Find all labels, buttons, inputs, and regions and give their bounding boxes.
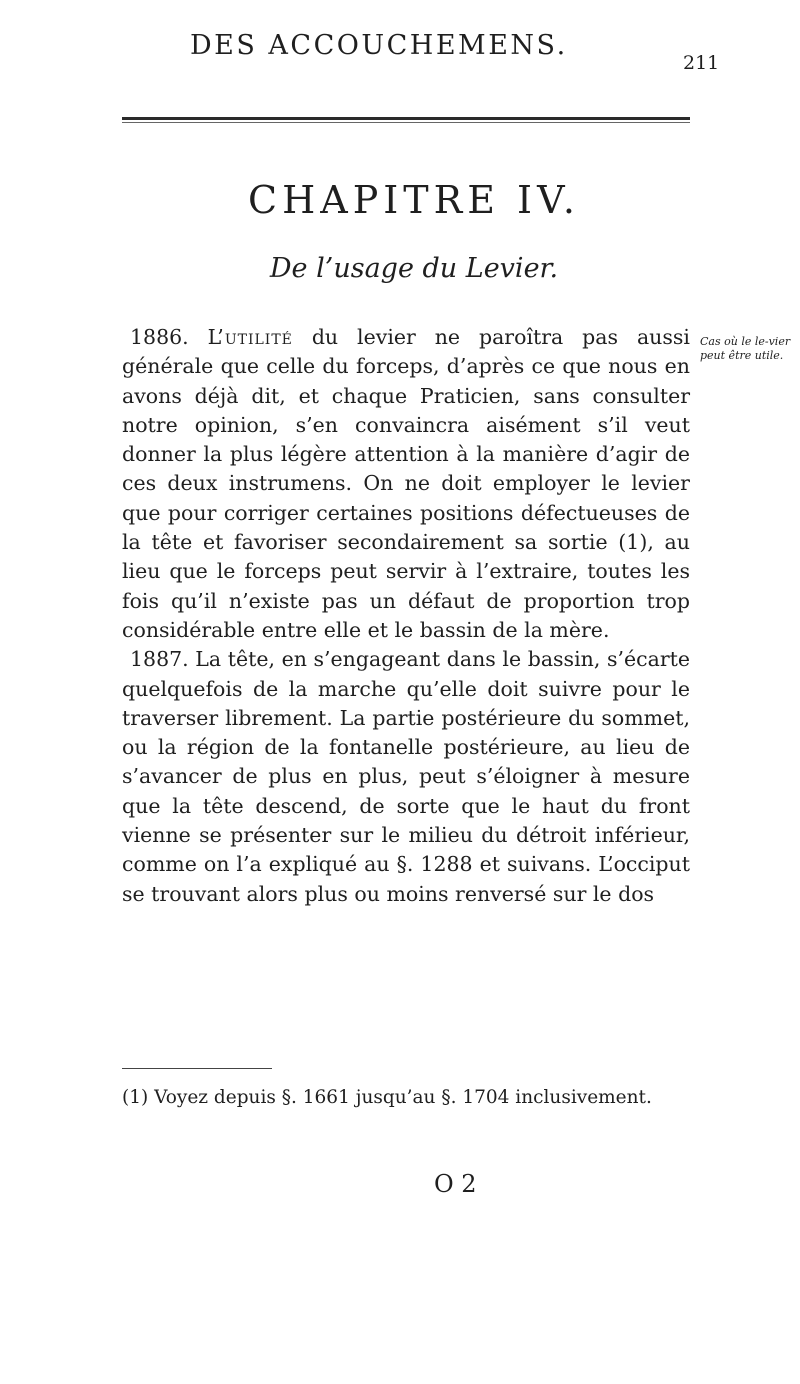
paragraph-1886 xyxy=(122,323,690,645)
paragraph-text: du levier ne paroîtra pas aussi générale que celle du forceps, d’après ce que nous en avons déjà dit, et chaque Praticien, sans consulter notre opinion, s’en convaincra aisément s’il veut donner la plus légère attention à la manière d’agir de ces deux instrumens. On ne doit employer le levier que pour corriger certaines positions défectueuses de la tête et favoriser secondairement sa sortie (1), au lieu que le forceps peut servir à l’extraire, toutes les fois qu’il n’existe pas un défaut de proportion trop considérable entre elle et le bassin de la mère. xyxy=(122,325,690,642)
footnote: (1) Voyez depuis §. 1661 jusqu’au §. 1704 inclusivement. xyxy=(122,1087,652,1108)
paragraph-number: 1887. xyxy=(130,647,189,672)
footnote-rule xyxy=(122,1068,272,1069)
running-head: DES ACCOUCHEMENS. xyxy=(190,30,568,61)
header-rule-thin xyxy=(122,122,690,123)
signature-mark: O 2 xyxy=(434,1170,477,1198)
paragraph-number: 1886. xyxy=(130,325,189,349)
body-text xyxy=(122,323,690,909)
lead-word: L’utilité xyxy=(207,325,293,349)
paragraph-1887 xyxy=(122,645,690,909)
header-rule xyxy=(122,117,690,120)
chapter-title: CHAPITRE IV. xyxy=(248,178,580,222)
margin-note: Cas où le le-vier peut être utile. xyxy=(700,335,791,362)
page-number: 211 xyxy=(683,52,720,74)
chapter-subtitle: De l’usage du Levier. xyxy=(269,253,559,284)
paragraph-text: La tête, en s’engageant dans le bassin, s’écarte quelquefois de la marche qu’elle doit suivre pour le traverser librement. La partie postérieure du sommet, ou la région de la fontanelle postérieure, au lieu de s’avancer de plus en plus, peut s’éloigner à mesure que la tête descend, de sorte que le haut du front vienne se présenter sur le milieu du détroit inférieur, comme on l’a expliqué au §. 1288 et suivans. L’occiput se trouvant alors plus ou moins renversé sur le dos xyxy=(122,647,690,906)
